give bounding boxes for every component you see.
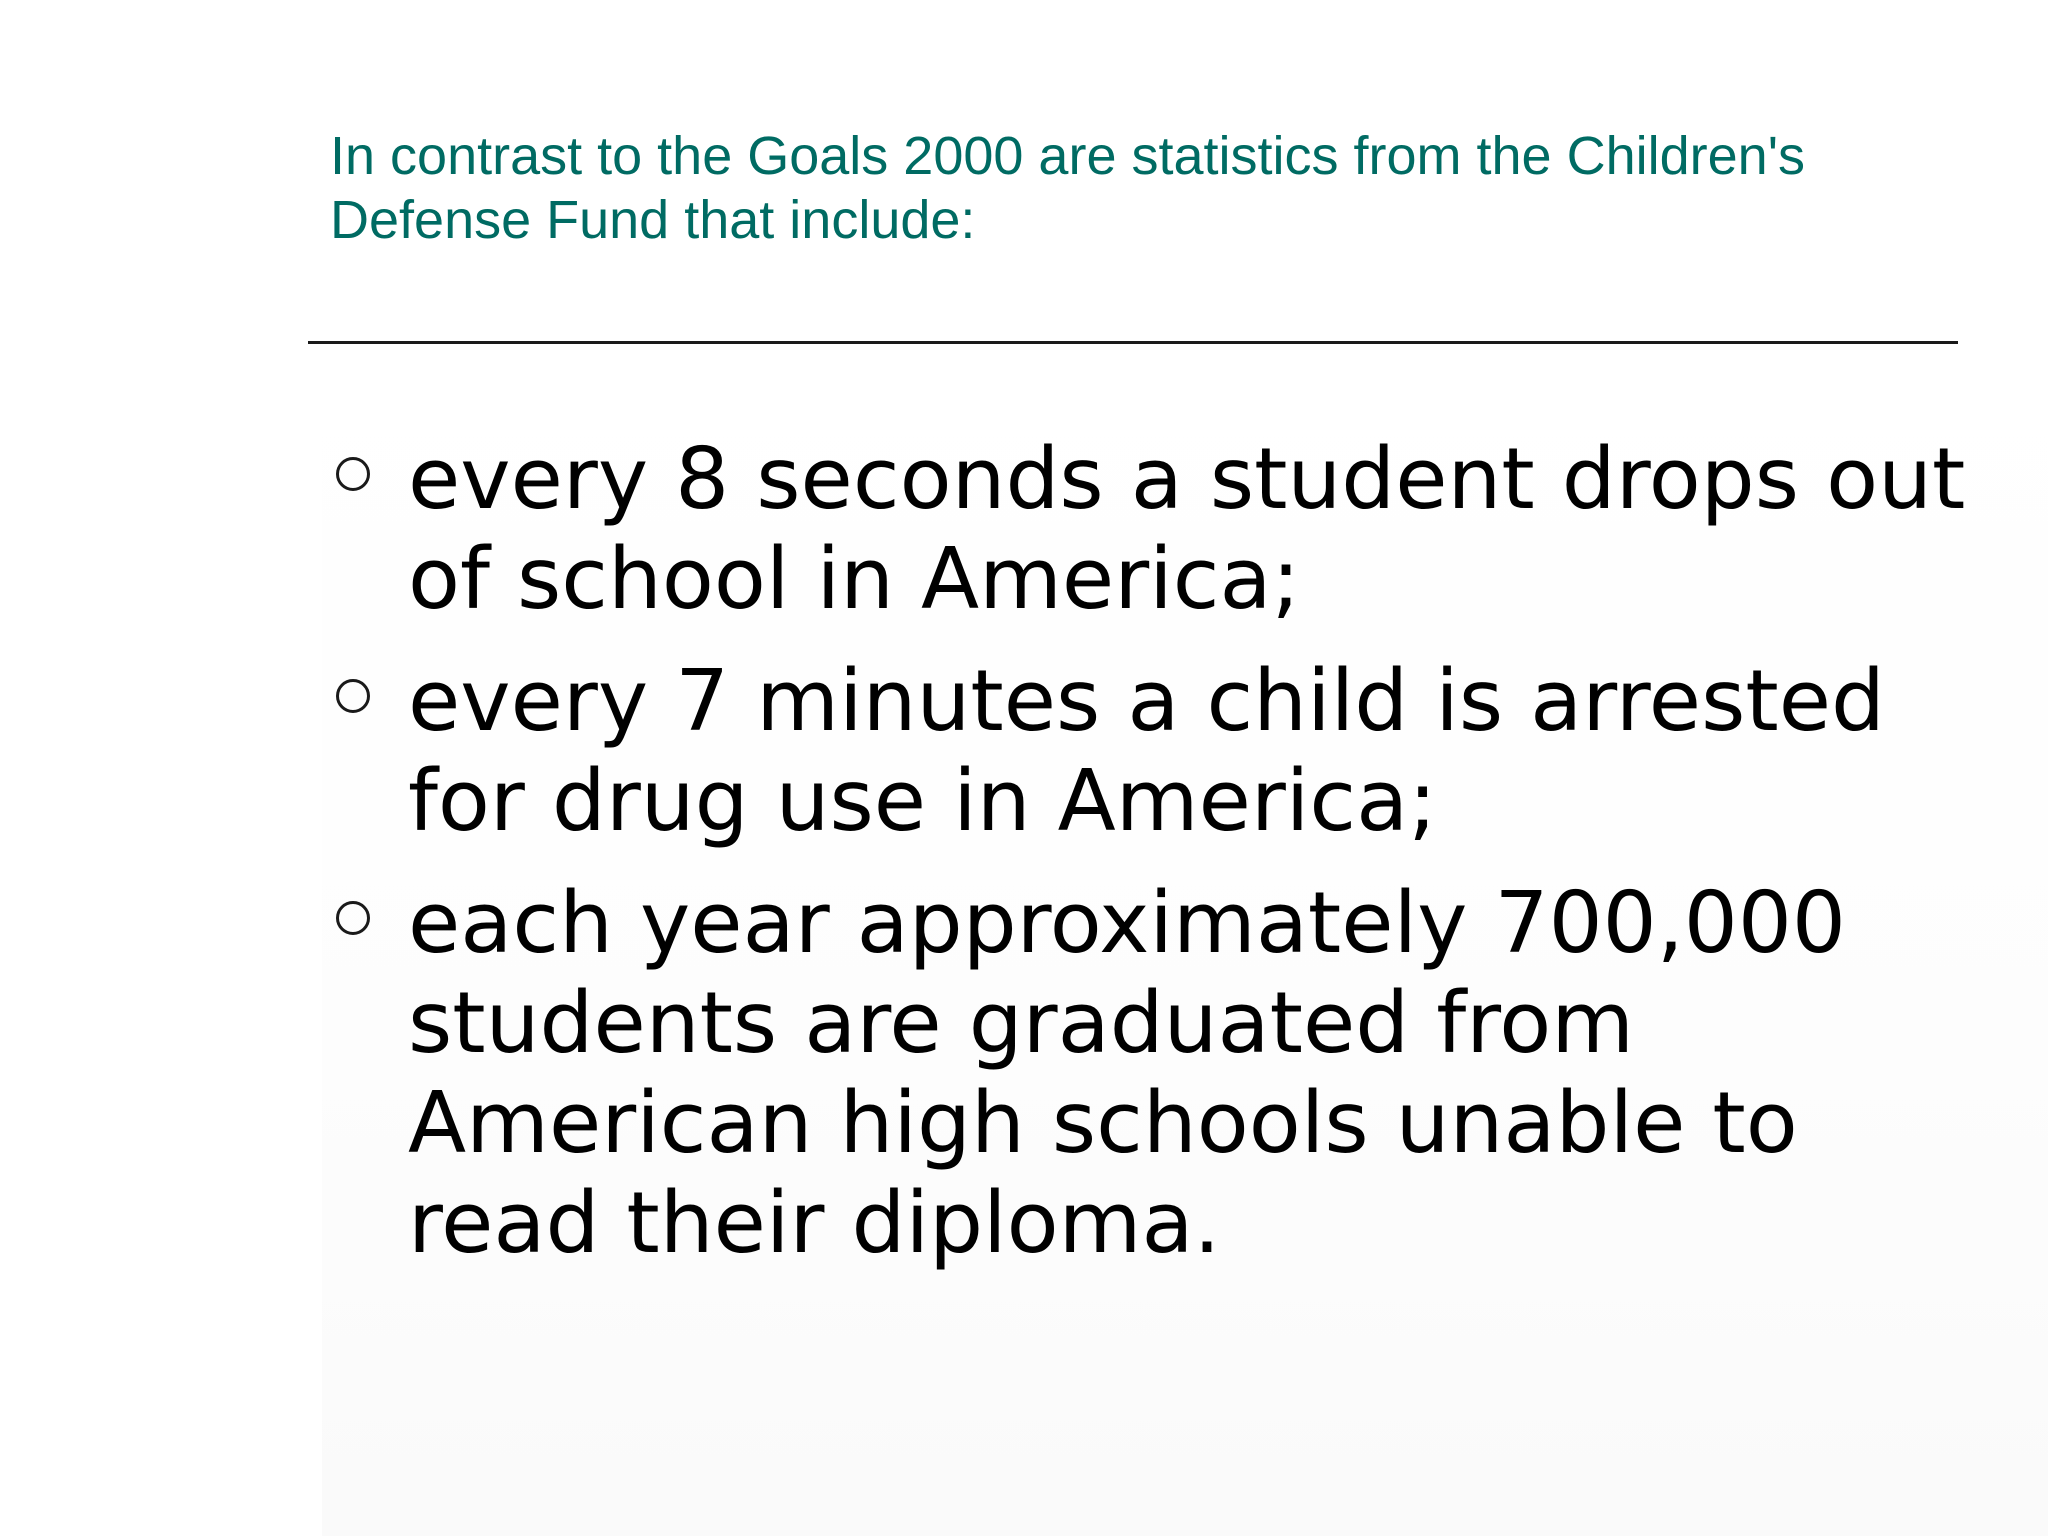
bullet-text: each year approximately 700,000 students are graduated from American high schools unable to read their diploma. [408,874,1846,1273]
hollow-circle-bullet-icon [336,901,370,935]
bullet-text: every 8 seconds a student drops out of school in America; [408,430,1966,629]
hollow-circle-bullet-icon [336,457,370,491]
bullet-list [330,430,2010,1296]
hollow-circle-bullet-icon [336,679,370,713]
bullet-item [330,652,2010,852]
bullet-item [330,430,2010,630]
bullet-text: every 7 minutes a child is arrested for drug use in America; [408,652,1885,851]
slide-title: In contrast to the Goals 2000 are statistics from the Children's Defense Fund that include: [330,126,1806,250]
bullet-item [330,874,2010,1274]
title-divider [308,341,1958,344]
